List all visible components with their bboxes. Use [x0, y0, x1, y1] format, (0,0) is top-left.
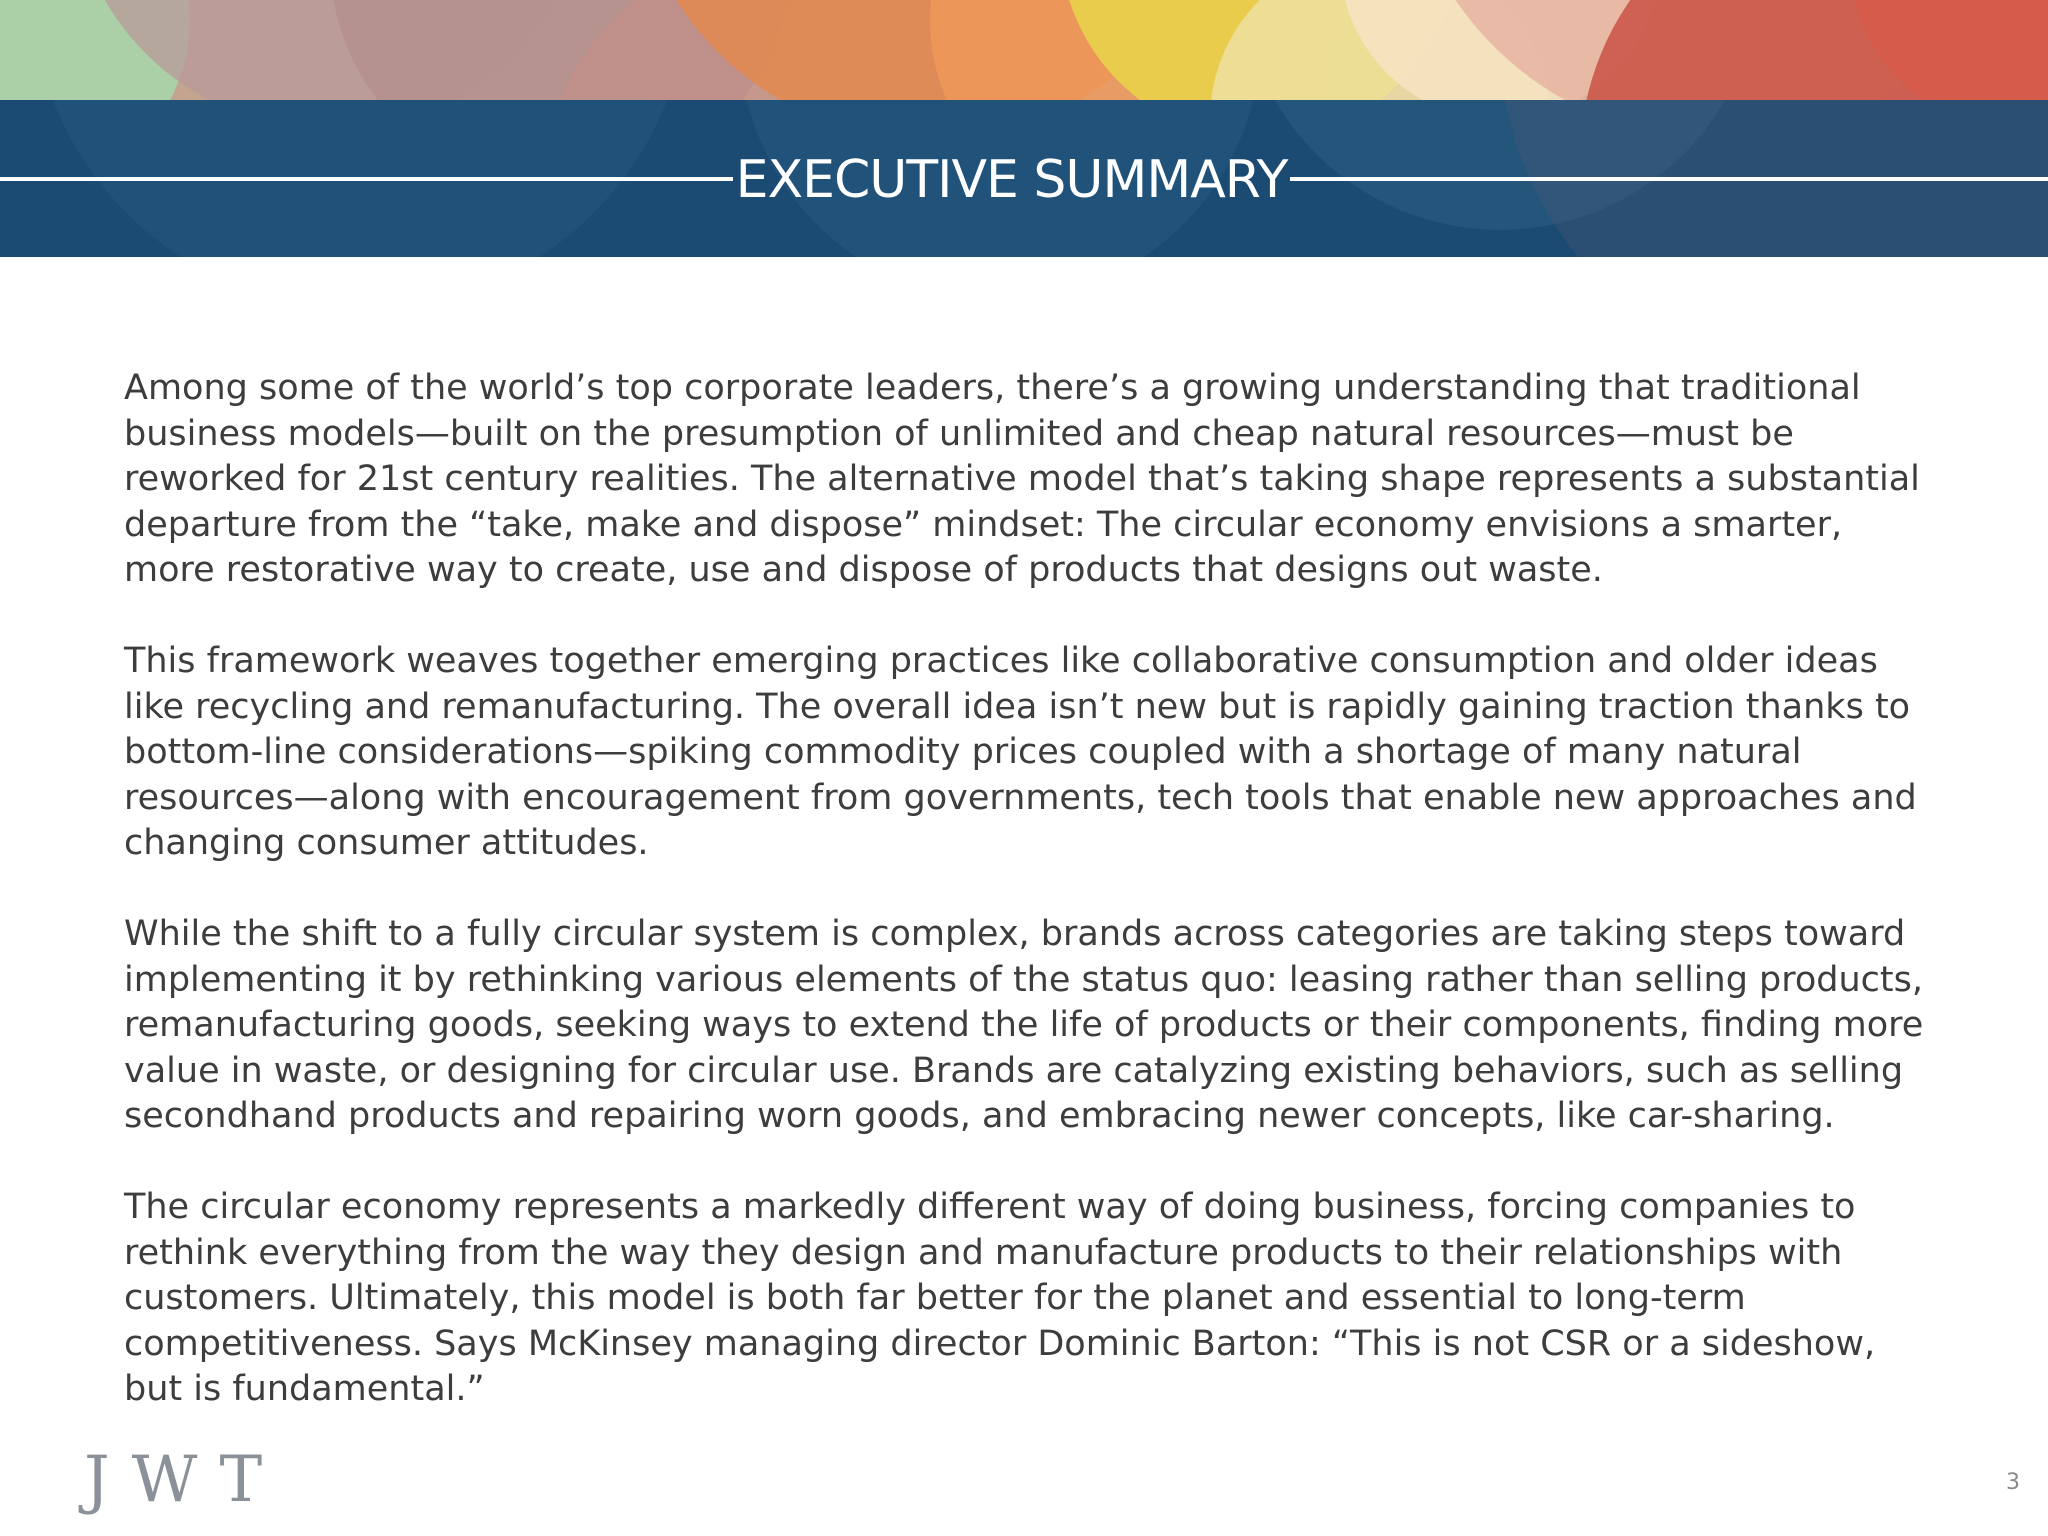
paragraph: This framework weaves together emerging practices like collaborative consumption and older ideas like recycling and remanufacturing. The overall idea isn’t new but is rapidly gaining traction thanks to bottom-line considerations—spiking commodity prices coupled with a shortage of many natural resources—along with encouragement from governments, tech tools that enable new approaches and changing consumer attitudes. — [124, 641, 1917, 863]
paragraph: The circular economy represents a markedly different way of doing business, forcing companies to rethink everything from the way they design and manufacture products to their relationships with customers. Ultimately, this model is both far better for the planet and essential to long-term competitiveness. Says McKinsey managing director Dominic Barton: “This is not CSR or a sideshow, but is fundamental.” — [124, 1187, 1876, 1409]
paragraph: Among some of the world’s top corporate leaders, there’s a growing understanding that traditional business models—built on the presumption of unlimited and cheap natural resources—must be reworked for 21st century realities. The alternative model that’s taking shape represents a substantial departure from the “take, make and dispose” mindset: The circular economy envisions a smarter, more restorative way to create, use and dispose of products that designs out waste. — [124, 368, 1920, 590]
summary-body — [124, 366, 1924, 1413]
decorative-banner — [0, 0, 2048, 100]
page-title: EXECUTIVE SUMMARY — [735, 150, 1288, 210]
title-rule-right — [1290, 177, 2048, 181]
paragraph: While the shift to a fully circular system is complex, brands across categories are taking steps toward implementing it by rethinking various elements of the status quo: leasing rather than selling products, remanufacturing goods, seeking ways to extend the life of products or their components, finding more value in waste, or designing for circular use. Brands are catalyzing existing behaviors, such as selling secondhand products and repairing worn goods, and embracing newer concepts, like car-sharing. — [124, 914, 1924, 1136]
page-number: 3 — [2006, 1470, 2020, 1495]
title-rule-left — [0, 177, 733, 181]
jwt-logo: JWT — [84, 1443, 285, 1517]
